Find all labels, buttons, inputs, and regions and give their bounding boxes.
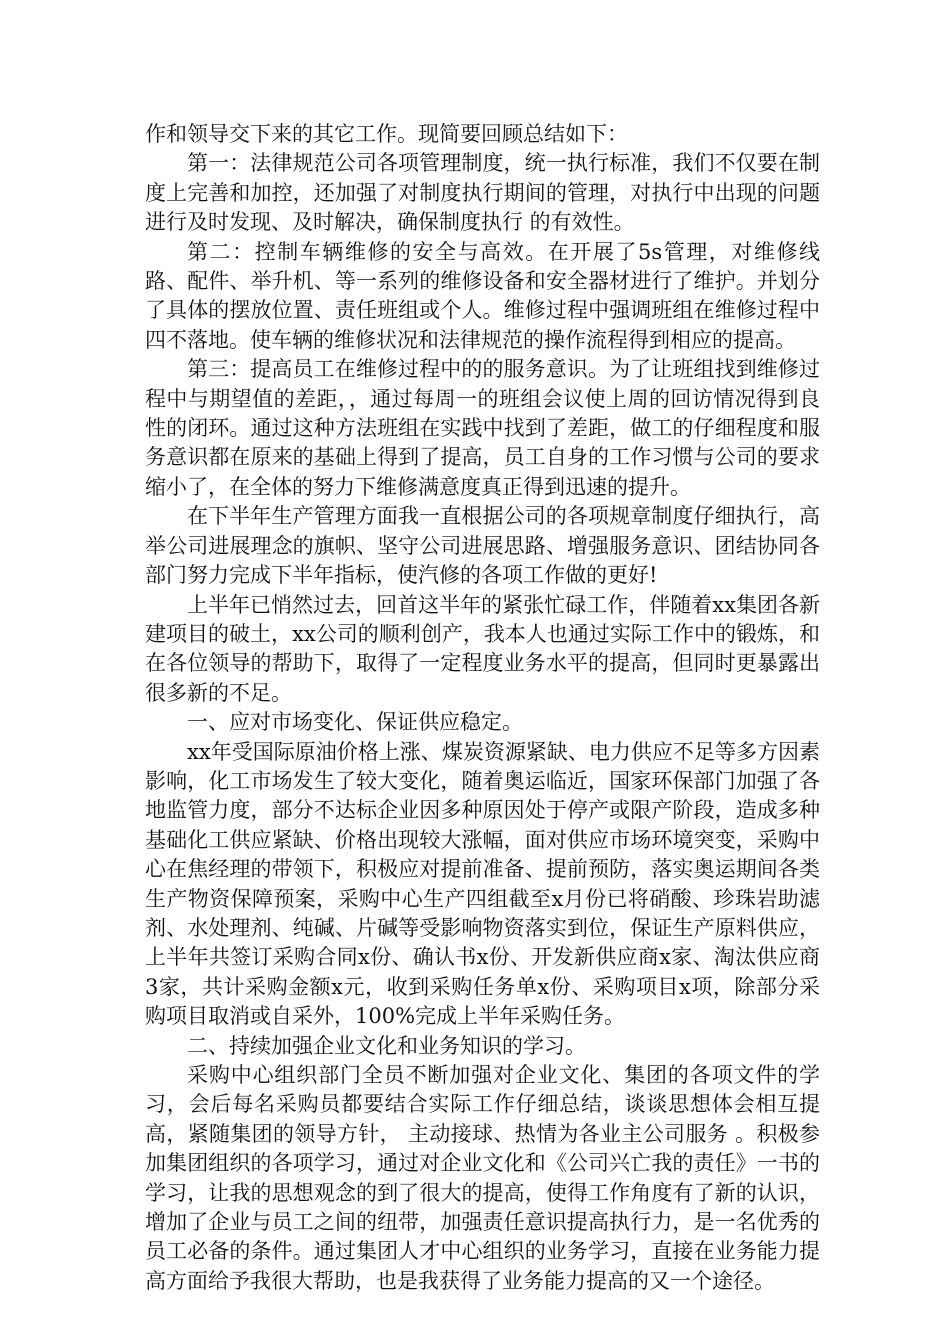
paragraph-3: 第三：提高员工在维修过程中的的服务意识。为了让班组找到维修过程中与期望值的差距，，通过每周一的班组会议使上周的回访情况得到良性的闭环。通过这种方法班组在实践中找到了差距，做工的仔细程度和服务意识都在原来的基础上得到了提高，员工自身的工作习惯与公司的要求缩小了，在全体的努力下维修满意度真正得到迅速的提升。 — [145, 357, 820, 499]
paragraph-0: 作和领导交下来的其它工作。现简要回顾总结如下： — [145, 122, 628, 146]
section-heading-2: 二、持续加强企业文化和业务知识的学习。 — [187, 1033, 586, 1058]
paragraph-5: 上半年已悄然过去，回首这半年的紧张忙碌工作，伴随着xx集团各新建项目的破土，xx公司的顺利创产，我本人也通过实际工作中的锻炼，和在各位领导的帮助下，取得了一定程度业务水平的提高，但同时更暴露出很多新的不足。 — [145, 592, 820, 705]
paragraph-2: 第二：控制车辆维修的安全与高效。在开展了5s管理，对维修线路、配件、举升机、等一系列的维修设备和安全器材进行了维护。并划分了具体的摆放位置、责任班组或个人。维修过程中强调班组在维修过程中四不落地。使车辆的维修状况和法律规范的操作流程得到相应的提高。 — [145, 239, 820, 352]
paragraph-4: 在下半年生产管理方面我一直根据公司的各项规章制度仔细执行，高举公司进展理念的旗帜、坚守公司进展思路、增强服务意识、团结协同各部门努力完成下半年指标，使汽修的各项工作做的更好! — [145, 504, 820, 588]
document-body — [145, 120, 820, 1296]
paragraph-9: 采购中心组织部门全员不断加强对企业文化、集团的各项文件的学习，会后每名采购员都要结合实际工作仔细总结，谈谈思想体会相互提高，紧随集团的领导方针， 主动接球、热情为各业主公司服务 。积极参加集团组织的各项学习，通过对企业文化和《公司兴亡我的责任》一书的学习，让我的思想观念的到了很大的提高，使得工作角度有了新的认识，增加了企业与员工之间的纽带，加强责任意识提高执行力，是一名优秀的员工必备的条件。通过集团人才中心组织的业务学习，直接在业务能力提高方面给予我很大帮助，也是我获得了业务能力提高的又一个途径。 — [145, 1063, 820, 1293]
paragraph-7: xx年受国际原油价格上涨、煤炭资源紧缺、电力供应不足等多方因素影响，化工市场发生了较大变化，随着奥运临近，国家环保部门加强了各地监管力度，部分不达标企业因多种原因处于停产或限产阶段，造成多种基础化工供应紧缺、价格出现较大涨幅，面对供应市场环境突变，采购中心在焦经理的带领下，积极应对提前准备、提前预防，落实奥运期间各类生产物资保障预案，采购中心生产四组截至x月份已将硝酸、珍珠岩助滤剂、水处理剂、纯碱、片碱等受影响物资落实到位，保证生产原料供应，上半年共签订采购合同x份、确认书x份、开发新供应商x家、淘汰供应商3家，共计采购金额x元，收到采购任务单x份、采购项目x项，除部分采购项目取消或自采外，100%完成上半年采购任务。 — [145, 739, 820, 1029]
paragraph-1: 第一：法律规范公司各项管理制度，统一执行标准，我们不仅要在制度上完善和加控，还加强了对制度执行期间的管理，对执行中出现的问题进行及时发现、及时解决，确保制度执行 的有效性。 — [145, 151, 820, 235]
section-heading-1: 一、应对市场变化、保证供应稳定。 — [187, 710, 523, 735]
